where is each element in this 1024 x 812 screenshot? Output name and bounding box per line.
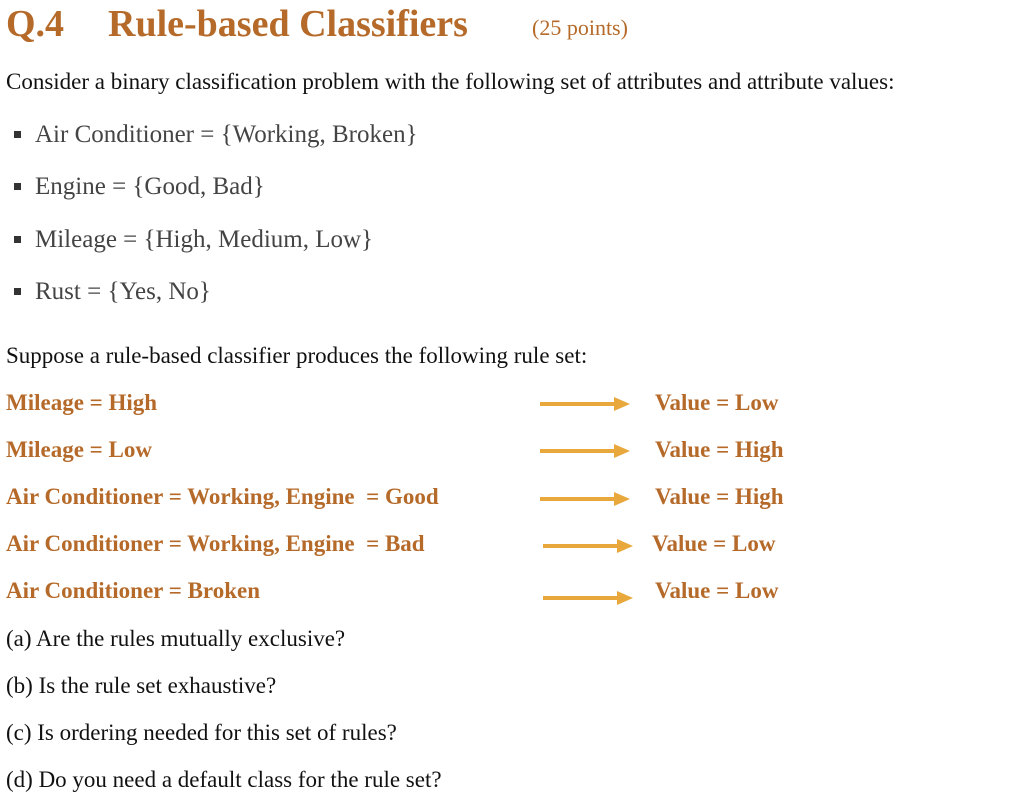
- bullet-icon: [14, 236, 21, 243]
- rules-intro-text: Suppose a rule-based classifier produces the following rule set:: [6, 343, 588, 368]
- attribute-text: Rust = {Yes, No}: [35, 278, 211, 305]
- bullet-icon: [14, 183, 21, 190]
- question-number: Q.4: [6, 3, 65, 45]
- intro-text: Consider a binary classification problem with the following set of attributes and attribute values:: [6, 69, 895, 94]
- question-title: Rule-based Classifiers: [108, 3, 468, 45]
- rule-result: Value = High: [655, 437, 784, 462]
- arrow-right-icon: [540, 396, 630, 412]
- arrow-right-icon: [543, 590, 633, 606]
- arrow-right-icon: [540, 491, 630, 507]
- attribute-item: [14, 173, 265, 201]
- attribute-item: [14, 278, 211, 306]
- rule-condition: Mileage = High: [6, 390, 158, 415]
- attribute-text: Engine = {Good, Bad}: [35, 173, 265, 200]
- attribute-text: Mileage = {High, Medium, Low}: [35, 226, 374, 253]
- question-points: (25 points): [532, 15, 628, 40]
- rule-condition: Mileage = Low: [6, 437, 152, 462]
- question-item: (b) Is the rule set exhaustive?: [6, 673, 277, 698]
- attribute-text: Air Conditioner = {Working, Broken}: [35, 121, 418, 148]
- rule-result: Value = Low: [652, 531, 776, 556]
- question-item: (c) Is ordering needed for this set of rules?: [6, 720, 397, 745]
- bullet-icon: [14, 288, 21, 295]
- bullet-icon: [14, 131, 21, 138]
- rule-condition: Air Conditioner = Broken: [6, 578, 260, 603]
- rule-condition: Air Conditioner = Working, Engine = Bad: [6, 531, 425, 556]
- rule-condition: Air Conditioner = Working, Engine = Good: [6, 484, 439, 509]
- arrow-right-icon: [543, 538, 633, 554]
- attribute-item: [14, 121, 418, 149]
- arrow-right-icon: [540, 443, 630, 459]
- rule-result: Value = High: [655, 484, 784, 509]
- question-item: (d) Do you need a default class for the rule set?: [6, 767, 442, 792]
- attribute-item: [14, 226, 373, 254]
- rule-result: Value = Low: [655, 390, 779, 415]
- rule-result: Value = Low: [655, 578, 779, 603]
- question-item: (a) Are the rules mutually exclusive?: [6, 626, 346, 651]
